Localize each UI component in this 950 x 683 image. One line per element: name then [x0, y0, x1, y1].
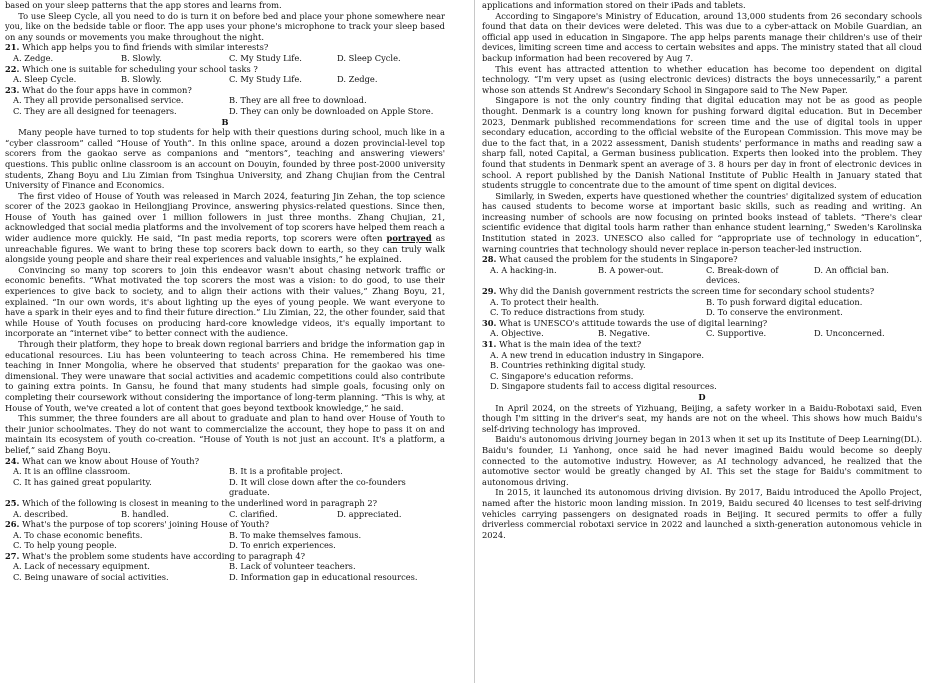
passage-b-paragraph-2 — [5, 191, 445, 265]
questions-a — [5, 42, 445, 116]
question-block — [482, 318, 922, 339]
answer-option: D. Singapore students fail to access digital resources. — [490, 381, 717, 392]
underlined-word: portrayed — [386, 233, 432, 244]
answer-option: C. To help young people. — [13, 540, 117, 551]
answer-option: D. To conserve the environment. — [706, 307, 843, 318]
answer-option: A. Sleep Cycle. — [13, 74, 77, 85]
question-block — [482, 254, 922, 286]
question-stem — [5, 456, 445, 467]
answer-option: D. An official ban. — [814, 264, 889, 275]
answer-option: B. handled. — [121, 508, 169, 519]
answer-options — [13, 466, 445, 498]
question-text: Which of the following is closest in meaning to the underlined word in paragraph 2? — [22, 497, 378, 508]
passage-d-paragraph-3: In 2015, it launched its autonomous driving division. By 2017, Baidu introduced the Apollo Project, named after the historic moon landing mission. In 2019, Baidu secured 40 licenses to test self-driving vehicles carrying passengers on designated roads in Beijing. It secured permits to offer a fully driverless commercial robotaxi service in 2022 and launched a sixth-generation autonomous vehicle in 2024. — [482, 487, 922, 540]
question-block — [5, 42, 445, 63]
right-column — [482, 0, 922, 683]
question-number: 21. — [5, 42, 20, 53]
passage-c-paragraph-3: Singapore is not the only country finding that digital education may not be as good as people thought. Denmark is a country long known for pushing forward digital education. But in December 2023, Denmark published recommendations for screen time and the use of digital tools in upper secondary education, according to the official website of the European Commission. This move may be due to the fact that, in a 2022 assessment, Danish students' performance in maths and reading saw a sharp fall, noted Capital, a German business publication. Experts then looked into the problem. They found that students in Denmark spent an average of 3. 8 hours per day in front of electronic devices in school. A report published by the Danish National Institute of Public Health in January stated that students struggle to concentrate due to the amount of time spent on digital devices. — [482, 95, 922, 191]
question-block — [5, 456, 445, 498]
passage-b-paragraph-2-start: The first video of House of Youth was released in March 2024, featuring Jin Zehan, the top science scorer of the 2023 gaokao in Heilongjiang Province, answering physics-related questions. Since then, House of Youth has gained over 1 million followers in just three months. Zhang Chujian, 21, acknowledged that social media platforms and the involvement of top scorers have helped them reach a wider audience more quickly. He said, “In past media reports, top scorers were often — [5, 190, 445, 244]
question-number: 25. — [5, 497, 20, 508]
question-stem — [5, 551, 445, 562]
passage-b-paragraph-1: Many people have turned to top students for help with their questions during school, much like in a “cyber classroom” called “House of Youth”. In this online space, around a dozen provincial-level top scorers from the gaokao serve as companions and “mentors”, teaching and answering viewers' questions. This public online classroom is an account on Douyin, founded by three post-2000 university students, Zhang Boyu and Liu Zimian from Tsinghua University, and Zhang Chujian from the Central University of Finance and Economics. — [5, 127, 445, 191]
question-stem — [5, 519, 445, 530]
question-number: 30. — [482, 317, 497, 328]
question-text: What caused the problem for the students in Singapore? — [499, 254, 738, 265]
question-stem — [5, 498, 445, 509]
answer-options — [13, 53, 445, 64]
answer-option: B. Slowly. — [121, 52, 162, 63]
answer-option: C. To reduce distractions from study. — [490, 307, 645, 318]
passage-b-paragraph-5: This summer, the three founders are all about to graduate and plan to hand over House of Youth to their junior schoolmates. They do not want to commercialize the account, they hope to pass it on and maintain its ecosystem of youth co-creation. “House of Youth is not just an account. It's a platform, a belief,” said Zhang Boyu. — [5, 413, 445, 455]
answer-option: C. Break-down of devices. — [706, 264, 779, 286]
question-text: What's the problem some students have according to paragraph 4? — [22, 550, 306, 561]
answer-option: A. To protect their health. — [490, 296, 599, 307]
passage-c-paragraph-1: According to Singapore's Ministry of Education, around 13,000 students from 26 secondary schools found that data on their devices were deleted. This was due to a cyber-attack on Mobile Guardian, an official app used in education in Singapore. The app helps parents manage their children's use of their devices, limiting screen time and access to certain websites and apps. The ministry stated that all cloud backup information had been recovered by Aug 7. — [482, 10, 922, 63]
column-divider — [474, 0, 475, 683]
passage-d-paragraph-2: Baidu's autonomous driving journey began in 2013 when it set up its Institute of Deep Learning(DL). Baidu's founder, Li Yanhong, once said he had never imagined Baidu would become so deeply connected to the automotive industry. However, as AI technology advanced, he realized that the automotive sector would be greatly changed by AI. This set the stage for Baidu's commitment to autonomous driving. — [482, 434, 922, 487]
answer-option: A. A hacking-in. — [490, 264, 557, 275]
question-block — [5, 551, 445, 583]
question-stem — [482, 254, 922, 265]
answer-option: C. My Study Life. — [229, 74, 302, 85]
answer-option: B. To push forward digital education. — [706, 296, 863, 307]
answer-options — [490, 350, 922, 392]
answer-option: D. They can only be downloaded on Apple Store. — [229, 105, 434, 116]
question-text: What is the main idea of the text? — [499, 339, 642, 349]
answer-option: A. Objective. — [490, 328, 544, 339]
questions-b — [5, 456, 445, 583]
question-block — [482, 286, 922, 318]
answer-option: A. Zedge. — [13, 52, 54, 63]
question-number: 28. — [482, 254, 497, 265]
answer-option: A. They all provide personalised service. — [13, 95, 184, 106]
answer-option: A. Lack of necessary equipment. — [13, 561, 150, 572]
answer-options — [13, 530, 445, 551]
answer-option: C. Singapore's education reforms. — [490, 370, 634, 381]
passage-b-paragraph-4: Through their platform, they hope to break down regional barriers and bridge the information gap in educational resources. Liu has been volunteering to teach across China. He remembered his time teaching in Inner Mongolia, where he observed that students' preparation for the gaokao was one-dimensional. They were unaware that social activities and academic competitions could also contribute to gaining extra points. In Gansu, he found that many students had simple goals, focusing only on completing their coursework without considering the importance of long-term planning. “This is why, at House of Youth, we've created a lot of content that goes beyond textbook knowledge,” he said. — [5, 339, 445, 413]
answer-option: C. My Study Life. — [229, 52, 302, 63]
passage-d-paragraph-1: In April 2024, on the streets of Yizhuang, Beijing, a safety worker in a Baidu-Robotaxi said, Even though I'm sitting in the driver's seat, my hands are not on the wheel. This shows how much Baidu's self-driving technology has improved. — [482, 402, 922, 434]
question-block — [5, 498, 445, 519]
question-text: What do the four apps have in common? — [22, 84, 192, 95]
passage-c-cut-line: applications and information stored on their iPads and tablets. — [482, 0, 746, 10]
question-number: 29. — [482, 286, 497, 297]
answer-options — [490, 297, 922, 318]
question-number: 23. — [5, 84, 20, 95]
section-d-heading: D — [698, 391, 706, 402]
answer-options — [13, 509, 445, 520]
question-text: What is UNESCO's attitude towards the use of digital learning? — [499, 317, 768, 328]
answer-option: B. Slowly. — [121, 74, 162, 85]
answer-option: D. Sleep Cycle. — [337, 52, 401, 63]
question-stem — [5, 42, 445, 53]
question-text: What's the purpose of top scorers' joining House of Youth? — [22, 519, 270, 530]
answer-option: B. They are all free to download. — [229, 95, 367, 106]
answer-option: D. It will close down after the co-founders graduate. — [229, 476, 406, 498]
passage-b-paragraph-2-end: as unreachable figures. We want to bring these top scorers back down to earth, so they can truly walk alongside young people and share their real experiences and valuable insights,” he explained. — [5, 233, 445, 265]
answer-option: A. To chase economic benefits. — [13, 529, 143, 540]
question-block — [5, 519, 445, 551]
answer-option: C. clarified. — [229, 508, 278, 519]
answer-option: B. A power-out. — [598, 264, 664, 275]
question-number: 27. — [5, 550, 20, 561]
answer-option: A. It is an offline classroom. — [13, 466, 131, 477]
answer-option: B. Countries rethinking digital study. — [490, 360, 646, 371]
answer-options — [490, 328, 922, 339]
answer-option: A. described. — [13, 508, 69, 519]
passage-b-paragraph-3: Convincing so many top scorers to join this endeavor wasn't about chasing network traffic or economic benefits. “What motivated the top scorers the most was a vision: to do good, to use their experiences to give back to society, and to align their actions with their values,” Zhang Boyu, 21, explained. “In our own words, it's about lighting up the eyes of young people. We want everyone to have a spark in their eyes and to find their future direction.” Liu Zimian, 22, the other founder, said that while House of Youth focuses on producing hard-core knowledge videos, it's equally important to incorporate an “internet vibe” to better connect with the audience. — [5, 264, 445, 339]
passage-c-paragraph-2: This event has attracted attention to whether education has become too dependent on digital technology. “I'm very upset as (using electronic devices) distracts the boys unnecessarily,” a parent whose son attends St Andrew's Secondary School in Singapore said to The New Paper. — [482, 63, 922, 95]
passage-a-sleep-cycle-paragraph: To use Sleep Cycle, all you need to do is turn it on before bed and place your phone somewhere near you, like on the bedside table or floor. The app uses your phone's microphone to track your sleep based on any sounds or movements you make throughout the night. — [5, 10, 445, 42]
answer-option: A. A new trend in education industry in Singapore. — [490, 349, 705, 360]
question-stem — [482, 318, 922, 329]
passage-c-paragraph-4: Similarly, in Sweden, experts have questioned whether the countries' digitalized system of education has caused students to become worse at important basic skills, such as reading and writing. An increasing number of schools are now focusing on printed books instead of tablets. “There's clear scientific evidence that digital tools harm rather than enhance student learning,” Sweden's Karolinska Institution stated in 2023. UNESCO also called for “appropriate use of technology in education”, warning countries that technology should never replace in-person teacher-led instruction. — [482, 190, 922, 254]
answer-options — [13, 74, 445, 85]
answer-option: B. It is a profitable project. — [229, 466, 343, 477]
answer-options — [13, 561, 445, 582]
question-text: Which app helps you to find friends with similar interests? — [22, 42, 269, 53]
question-stem — [5, 64, 445, 75]
question-number: 26. — [5, 519, 20, 530]
answer-option: B. Negative. — [598, 328, 651, 339]
passage-a-cut-line: based on your sleep patterns that the app stores and learns from. — [5, 0, 282, 10]
questions-c — [482, 254, 922, 392]
answer-option: D. Unconcerned. — [814, 328, 885, 339]
question-number: 31. — [482, 339, 497, 349]
answer-option: C. Being unaware of social activities. — [13, 572, 169, 583]
question-text: Which one is suitable for scheduling your school tasks ? — [22, 63, 258, 74]
question-stem — [5, 85, 445, 96]
answer-option: C. Supportive. — [706, 328, 767, 339]
question-text: What can we know about House of Youth? — [22, 455, 200, 466]
answer-option: C. It has gained great popularity. — [13, 476, 152, 487]
question-number: 22. — [5, 63, 20, 74]
question-stem — [482, 339, 922, 350]
question-block — [5, 85, 445, 117]
answer-options — [13, 95, 445, 116]
question-number: 24. — [5, 455, 20, 466]
answer-option: B. Lack of volunteer teachers. — [229, 561, 356, 572]
question-stem — [482, 286, 922, 297]
answer-option: B. To make themselves famous. — [229, 529, 362, 540]
question-text: Why did the Danish government restricts the screen time for secondary school students? — [499, 286, 875, 297]
answer-options — [490, 265, 922, 286]
answer-option: D. Information gap in educational resources. — [229, 572, 418, 583]
question-block — [5, 64, 445, 85]
left-column — [5, 0, 445, 683]
answer-option: C. They are all designed for teenagers. — [13, 105, 177, 116]
answer-option: D. Zedge. — [337, 74, 378, 85]
section-b-heading: B — [221, 116, 229, 127]
answer-option: D. To enrich experiences. — [229, 540, 336, 551]
question-block — [482, 339, 922, 392]
answer-option: D. appreciated. — [337, 508, 402, 519]
